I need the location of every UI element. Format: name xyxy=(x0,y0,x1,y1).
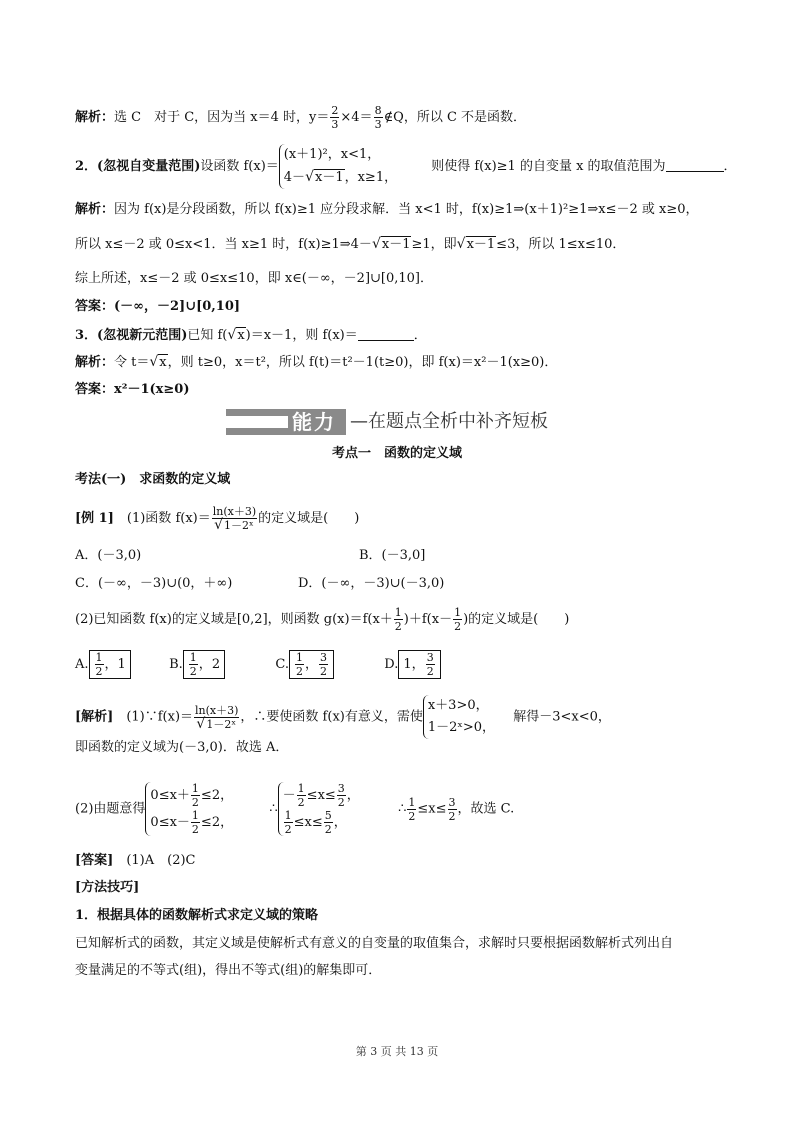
strategy-line-2: 变量满足的不等式(组)，得出不等式(组)的解集即可． xyxy=(75,963,382,978)
case-1: (x＋1)²，x<1， xyxy=(283,147,381,162)
text: ． xyxy=(723,159,737,174)
radicand: x xyxy=(159,355,167,370)
text: 选 C 对于 C，因为当 x＝4 时，y＝ xyxy=(114,110,330,125)
radicand: x－1 xyxy=(381,237,411,252)
question-tag: (忽视自变量范围) xyxy=(97,159,201,174)
page-footer: 第 3 页 共 13 页 xyxy=(355,1045,439,1058)
text: 解得－3<x<0， xyxy=(513,709,611,725)
q1-analysis xyxy=(75,104,526,131)
q2-analysis-line1 xyxy=(75,201,699,219)
choice-label: D. xyxy=(384,657,399,672)
radicand: x－1 xyxy=(466,237,496,252)
answer-label: 答案： xyxy=(75,382,115,397)
section-banner xyxy=(226,409,346,435)
fraction: $\frac{\ln(x+3)}{\text{√1－2ˣ}}$ xyxy=(212,505,257,533)
section-title: 考点一 函数的定义域 xyxy=(331,446,462,461)
q2-analysis-line2: 所以 x≤－2 或 0≤x<1．当 x≥1 时，f(x)≥1⇒4－√x－1≥1，即√x－1≤3，所以 1≤x≤10． xyxy=(75,236,626,252)
question-2 xyxy=(75,144,737,189)
fraction: $\frac{1}{2}$ xyxy=(408,795,416,823)
text: 则使得 f(x)≥1 的自变量 x 的取值范围为 xyxy=(431,159,666,174)
q3-answer xyxy=(75,381,190,399)
choice-c: $\frac{1}{2}$ ， $\frac{3}{2}$ xyxy=(289,650,334,679)
piecewise-brace xyxy=(279,144,397,189)
text: 综上所述，x≤－2 或 0≤x≤10，即 x∈(－∞，－2]∪[0,10]． xyxy=(75,271,434,286)
text: ≤3，所以 1≤x≤10． xyxy=(496,237,626,252)
text: ． xyxy=(413,328,427,343)
answer-value: (1)A (2)C xyxy=(126,853,196,868)
question-number: 3． xyxy=(75,328,98,343)
text: )＋f(x－ xyxy=(403,612,453,627)
text: (2)已知函数 f(x)的定义域是[0,2]，则函数 g(x)＝f(x＋ xyxy=(75,612,393,627)
answer-value: x²－1(x≥0) xyxy=(114,382,190,397)
solution-part1 xyxy=(75,695,611,739)
example-1-part2 xyxy=(75,606,569,633)
choice-d: 1， $\frac{3}{2}$ xyxy=(398,650,440,679)
question-number: 2． xyxy=(75,159,98,174)
text: 的定义域是( ) xyxy=(258,511,360,526)
answer-row xyxy=(75,852,196,870)
text: ∉Q，所以 C 不是函数． xyxy=(383,110,527,125)
answer-value: (－∞，－2]∪[0,10] xyxy=(114,299,241,314)
radicand: x xyxy=(237,328,245,343)
fraction: $\frac{2}{3}$ xyxy=(331,104,339,131)
text: 已知 f( xyxy=(187,328,228,343)
analysis-label: 解析： xyxy=(75,202,115,217)
fraction: $\frac{\ln(x+3)}{\text{√1－2ˣ}}$ xyxy=(195,703,239,732)
text: (1)∵f(x)＝ xyxy=(126,709,194,725)
system-brace: － $\frac{1}{2}$ ≤x≤ $\frac{3}{2}$ ， $\frac{1}{2}$ ≤x≤ $\frac{5}{2}$ ， xyxy=(278,782,360,836)
example-1-part1 xyxy=(75,505,359,532)
method-title: 考法(一) 求函数的定义域 xyxy=(75,472,231,487)
analysis-label: 解析： xyxy=(75,110,115,125)
fraction: $\frac{3}{2}$ xyxy=(448,795,456,823)
answer-blank xyxy=(666,159,724,172)
option-b: B．(－3,0] xyxy=(359,548,426,563)
text: (2)由题意得 xyxy=(75,801,146,817)
text: 设函数 f(x)＝ xyxy=(200,159,279,174)
therefore-symbol: ∴ xyxy=(269,801,278,817)
q3-analysis: 解析：令 t＝√x，则 t≥0，x＝t²，所以 f(t)＝t²－1(t≥0)，即 f(x)＝x²－1(x≥0)． xyxy=(75,354,558,370)
fraction: $\frac{8}{3}$ xyxy=(374,104,382,131)
choice-b: $\frac{1}{2}$ ，2 xyxy=(183,650,225,679)
solution-part1-conclusion: 即函数的定义域为(－3,0)．故选 A． xyxy=(75,740,289,755)
text: 所以 x≤－2 或 0≤x<1．当 x≥1 时，f(x)≥1⇒4－ xyxy=(75,237,372,252)
system-brace: 0≤x＋ $\frac{1}{2}$ ≤2， 0≤x－ $\frac{1}{2}$ ≤2， xyxy=(145,782,233,836)
text: ，∴要使函数 f(x)有意义，需使 xyxy=(240,709,423,725)
option-d: D．(－∞，－3)∪(－3,0) xyxy=(298,576,445,591)
system-brace: x＋3>0， 1－2ˣ>0， xyxy=(423,695,495,739)
banner-word: 能力 xyxy=(292,410,336,434)
text: )＝x－1，则 f(x)＝ xyxy=(245,328,358,343)
answer-label: [答案] xyxy=(75,853,114,868)
analysis-label: 解析： xyxy=(75,355,115,370)
banner-tail: —在题点全析中补齐短板 xyxy=(350,411,548,432)
solution-label: [解析] xyxy=(75,709,114,725)
strategy-line-1: 已知解析式的函数，其定义域是使解析式有意义的自变量的取值集合，求解时只要根据函数解析式列出自 xyxy=(75,936,674,951)
q2-analysis-line3 xyxy=(75,270,433,288)
text: ≤x≤ xyxy=(417,801,447,817)
text: ，故选 C. xyxy=(457,801,515,817)
choice-label: C. xyxy=(275,657,289,672)
text: ≥1，即 xyxy=(411,237,457,252)
choice-a: $\frac{1}{2}$ ，1 xyxy=(89,650,131,679)
answer-blank xyxy=(358,328,414,341)
strategy-title: 1．根据具体的函数解析式求定义域的策略 xyxy=(75,908,319,923)
question-3: 3．(忽视新元范围)已知 f(√x)＝x－1，则 f(x)＝ ． xyxy=(75,327,427,343)
text: ×4＝ xyxy=(340,110,373,125)
text: )的定义域是( ) xyxy=(463,612,570,627)
choice-label: B. xyxy=(169,657,183,672)
choices-row xyxy=(75,650,441,679)
text: 令 t＝ xyxy=(114,355,150,370)
fraction: $\frac{1}{2}$ xyxy=(394,606,402,633)
solution-part2 xyxy=(75,782,514,836)
tips-label: [方法技巧] xyxy=(75,880,140,895)
option-a: A．(－3,0) xyxy=(75,548,142,563)
option-c: C．(－∞，－3)∪(0，＋∞) xyxy=(75,576,233,591)
example-label: [例 1] xyxy=(75,511,114,526)
text: (1)函数 f(x)＝ xyxy=(126,511,211,526)
fraction: $\frac{1}{2}$ xyxy=(454,606,462,633)
answer-label: 答案： xyxy=(75,299,115,314)
q2-answer xyxy=(75,298,240,316)
question-tag: (忽视新元范围) xyxy=(97,328,188,343)
choice-label: A. xyxy=(75,657,89,672)
text: 因为 f(x)是分段函数，所以 f(x)≥1 应分段求解．当 x<1 时，f(x)≥1⇒(x＋1)²≥1⇒x≤－2 或 x≥0， xyxy=(114,202,699,217)
text: ，则 t≥0，x＝t²，所以 f(t)＝t²－1(t≥0)，即 f(x)＝x²－1(x≥0)． xyxy=(167,355,558,370)
banner-bar xyxy=(226,416,288,428)
therefore-symbol: ∴ xyxy=(398,801,407,817)
case-2: 4－√x－1，x≥1， xyxy=(283,169,398,185)
